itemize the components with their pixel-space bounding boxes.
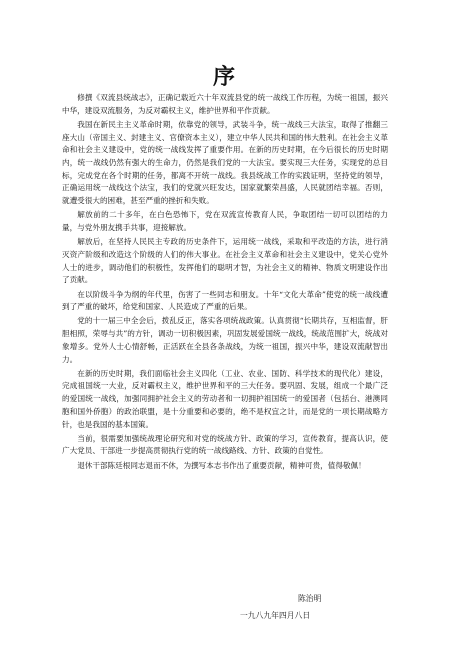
page-title: 序 <box>212 64 237 90</box>
paragraph-8: 当前，很需要加强统战理论研究和对党的统战方针、政策的学习，宣传教育，提高认识，使广大党员、干部进一步提高贯彻执行党的统一战线路线、方针、政策的自觉性。 <box>62 433 388 456</box>
paragraph-4: 解放后，在坚持人民民主专政的历史条件下，运用统一战线，采取和平改造的方法，进行消灭资产阶级和改造这个阶级的人们的伟大事业。在社会主义革命和社会主义建设中，党关心党外人士的进步，调动他们的积极性，发挥他们的聪明才智，为社会主义的精神、物质文明建设作出了贡献。 <box>62 237 388 285</box>
paragraph-2: 我国在新民主主义革命时期，依靠党的领导，武装斗争，统一战线三大法宝，取得了推翻三座大山（帝国主义、封建主义、官僚资本主义），建立中华人民共和国的伟大胜利。在社会主义革命和社会主义建设中，党的统一战线发挥了重要作用。在新的历史时期，在今后很长的历史时期内，统一战线仍然有强大的生命力，仍然是我们党的一大法宝。要实现三大任务，实现党的总目标，完成党在各个时期的任务，都离不开统一战线。我县统战工作的实践证明，坚持党的领导，正确运用统一战线这个法宝，我们的党就兴旺发达，国家就繁荣昌盛，人民就团结幸福。否则，就遭受很大的困难，甚至严重的挫折和失败。 <box>62 119 388 206</box>
paragraph-3: 解放前的二十多年，在白色恐怖下，党在双流宣传教育人民，争取团结一切可以团结的力量，与党外朋友携手共事，迎接解放。 <box>62 210 388 233</box>
signature-date: 一九八九年四月八日 <box>240 611 311 620</box>
paragraph-5: 在以阶级斗争为纲的年代里，伤害了一些同志和朋友。十年“文化大革命”使党的统一战线遭到了严重的破坏，给党和国家、人民造成了严重的后果。 <box>62 289 388 312</box>
signature-block <box>240 590 400 624</box>
paragraph-9: 退休干部陈廷根同志退而不休，为撰写本志书作出了重要贡献，精神可贵，值得敬佩！ <box>77 460 366 470</box>
signature-name: 陈治明 <box>298 594 322 603</box>
paragraph-6: 党的十一届三中全会后，拨乱反正，落实各项统战政策。认真贯彻“长期共存，互相监督，肝胆相照，荣辱与共”的方针，调动一切积极因素，巩固发展爱国统一战线，统战范围扩大，统战对象增多。党外人士心情舒畅，正活跃在全县各条战线，为统一祖国，振兴中华，建设双流献智出力。 <box>62 316 388 364</box>
paragraph-1: 修撰《双流县统战志》，正确记载近六十年双流县党的统一战线工作历程，为统一祖国，振兴中华，建设双流服务，为反对霸权主义，维护世界和平作贡献。 <box>62 93 388 115</box>
preface-body <box>62 92 388 474</box>
paragraph-7: 在新的历史时期，我们面临社会主义四化（工业、农业、国防、科学技术的现代化）建设，完成祖国统一大业，反对霸权主义，维护世界和平的三大任务。要巩固、发展，组成一个最广泛的爱国统一战线，加强同拥护社会主义的劳动者和一切拥护祖国统一的爱国者（包括台、港澳同胞和国外侨胞）的政治联盟，是十分重要和必要的，绝不是权宜之计，而是党的一项长期战略方针，也是我国的基本国策。 <box>62 368 388 429</box>
